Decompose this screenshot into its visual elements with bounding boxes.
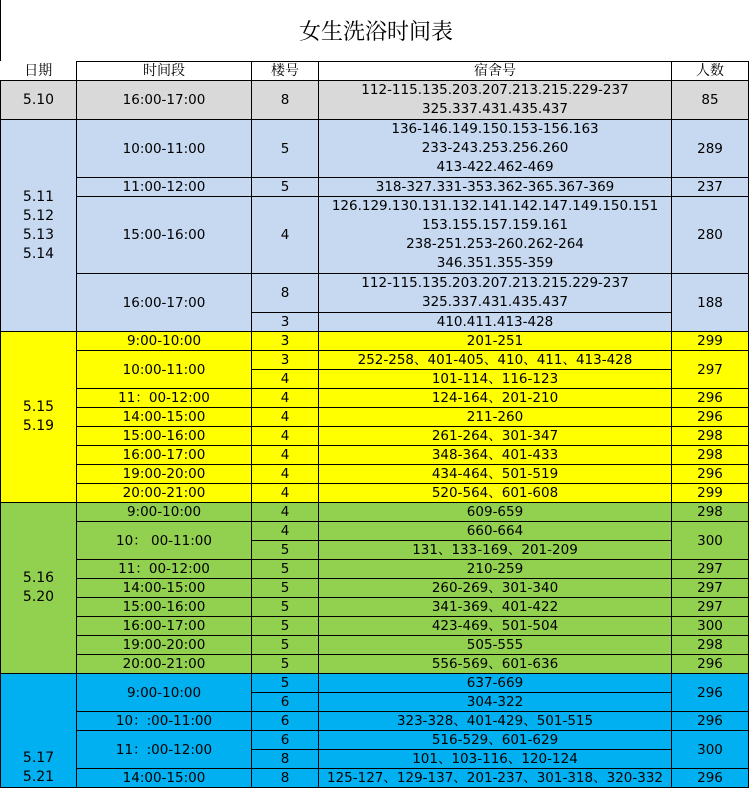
building-cell[interactable]: 6 (252, 712, 319, 731)
count-cell[interactable]: 298 (672, 636, 749, 655)
date-cell[interactable] (1, 81, 77, 120)
table-row (1, 598, 749, 617)
dorm-cell[interactable]: 211-260 (319, 408, 672, 427)
building-cell[interactable]: 4 (252, 408, 319, 427)
dorm-cell[interactable] (319, 81, 672, 120)
date-label: 5.10 (22, 91, 55, 108)
header-building[interactable]: 楼号 (252, 62, 319, 81)
table-row (1, 351, 749, 370)
table-row (1, 274, 749, 313)
time-cell[interactable]: 10:00-11:00 (77, 120, 252, 178)
time-cell[interactable]: 15:00-16:00 (77, 598, 252, 617)
count-cell[interactable]: 85 (672, 81, 749, 120)
time-cell[interactable]: 20:00-21:00 (77, 484, 252, 503)
dorm-cell[interactable]: 410.411.413-428 (319, 313, 672, 332)
count-cell[interactable]: 299 (672, 484, 749, 503)
dorm-cell[interactable]: 318-327.331-353.362-365.367-369 (319, 178, 672, 197)
date-label: 5.11 (22, 188, 55, 205)
dorm-cell[interactable]: 124-164、201-210 (319, 389, 672, 408)
dorm-cell[interactable]: 348-364、401-433 (319, 446, 672, 465)
time-cell[interactable]: 20:00-21:00 (77, 655, 252, 674)
count-cell[interactable]: 298 (672, 427, 749, 446)
dorm-cell[interactable]: 434-464、501-519 (319, 465, 672, 484)
dorm-cell[interactable]: 101、103-116、120-124 (319, 750, 672, 769)
date-label: 5.13 (22, 226, 55, 243)
building-cell[interactable]: 4 (252, 503, 319, 522)
building-cell[interactable]: 5 (252, 120, 319, 178)
dorm-cell[interactable]: 516-529、601-629 (319, 731, 672, 750)
building-cell[interactable]: 6 (252, 693, 319, 712)
table-row (1, 522, 749, 541)
building-cell[interactable]: 5 (252, 655, 319, 674)
dorm-cell[interactable]: 261-264、301-347 (319, 427, 672, 446)
dorm-cell[interactable]: 341-369、401-422 (319, 598, 672, 617)
date-cell[interactable] (1, 674, 77, 788)
time-cell[interactable]: 9:00-10:00 (77, 503, 252, 522)
dorm-cell[interactable]: 125-127、129-137、201-237、301-318、320-332 (319, 769, 672, 788)
table-row (1, 389, 749, 408)
count-cell[interactable]: 298 (672, 503, 749, 522)
time-cell[interactable]: 10： 00-11:00 (77, 522, 252, 560)
building-cell[interactable]: 5 (252, 579, 319, 598)
table-row (1, 617, 749, 636)
count-cell[interactable]: 300 (672, 731, 749, 769)
schedule-table (0, 61, 749, 788)
table-row (1, 674, 749, 693)
dorm-cell[interactable]: 304-322 (319, 693, 672, 712)
dorm-line: 238-251.253-260.262-264 (406, 236, 584, 252)
table-row (1, 120, 749, 178)
table-row (1, 446, 749, 465)
dorm-cell[interactable]: 260-269、301-340 (319, 579, 672, 598)
time-cell[interactable]: 14:00-15:00 (77, 579, 252, 598)
table-row (1, 197, 749, 274)
building-cell[interactable]: 5 (252, 541, 319, 560)
building-cell[interactable]: 4 (252, 465, 319, 484)
time-cell[interactable]: 11:00-12:00 (77, 178, 252, 197)
time-cell[interactable]: 15:00-16:00 (77, 427, 252, 446)
dorm-cell[interactable]: 131、133-169、201-209 (319, 541, 672, 560)
building-cell[interactable]: 6 (252, 731, 319, 750)
time-cell[interactable]: 19:00-20:00 (77, 465, 252, 484)
dorm-cell[interactable]: 520-564、601-608 (319, 484, 672, 503)
date-label: 5.12 (22, 207, 55, 224)
building-cell[interactable]: 5 (252, 674, 319, 693)
count-cell[interactable]: 296 (672, 465, 749, 484)
building-cell[interactable]: 5 (252, 636, 319, 655)
time-cell[interactable]: 16:00-17:00 (77, 446, 252, 465)
count-cell[interactable]: 296 (672, 655, 749, 674)
dorm-cell[interactable]: 323-328、401-429、501-515 (319, 712, 672, 731)
count-cell[interactable]: 188 (672, 274, 749, 332)
dorm-cell[interactable]: 252-258、401-405、410、411、413-428 (319, 351, 672, 370)
dorm-line: 112-115.135.203.207.213.215.229-237 (361, 82, 629, 98)
dorm-line: 413-422.462-469 (436, 159, 554, 175)
count-cell[interactable]: 297 (672, 351, 749, 389)
date-label: 5.21 (22, 769, 55, 785)
time-cell[interactable]: 14:00-15:00 (77, 769, 252, 788)
date-label: 5.19 (22, 418, 55, 434)
time-cell[interactable]: 9:00-10:00 (77, 674, 252, 712)
dorm-line: 325.337.431.435.437 (421, 101, 568, 117)
dorm-line: 126.129.130.131.132.141.142.147.149.150.151 (331, 198, 659, 214)
count-cell[interactable]: 280 (672, 197, 749, 274)
header-time[interactable]: 时间段 (77, 62, 252, 81)
table-row (1, 560, 749, 579)
time-cell[interactable]: 16:00-17:00 (77, 617, 252, 636)
dorm-line: 136-146.149.150.153-156.163 (391, 121, 599, 137)
building-cell[interactable]: 8 (252, 81, 319, 120)
building-cell[interactable]: 4 (252, 522, 319, 541)
count-cell[interactable]: 237 (672, 178, 749, 197)
building-cell[interactable]: 5 (252, 560, 319, 579)
building-cell[interactable]: 4 (252, 389, 319, 408)
count-cell[interactable]: 297 (672, 579, 749, 598)
count-cell[interactable]: 296 (672, 769, 749, 788)
count-cell[interactable]: 289 (672, 120, 749, 178)
dorm-cell[interactable]: 505-555 (319, 636, 672, 655)
building-cell[interactable]: 5 (252, 617, 319, 636)
dorm-line: 346.351.355-359 (436, 255, 554, 271)
time-cell[interactable]: 10:00-11:00 (77, 351, 252, 389)
time-cell[interactable]: 9:00-10:00 (77, 332, 252, 351)
date-cell[interactable] (1, 503, 77, 674)
header-date[interactable]: 日期 (1, 62, 77, 81)
count-cell[interactable]: 296 (672, 712, 749, 731)
time-cell[interactable]: 16:00-17:00 (77, 274, 252, 332)
table-row (1, 484, 749, 503)
dorm-cell[interactable]: 637-669 (319, 674, 672, 693)
count-cell[interactable]: 298 (672, 446, 749, 465)
building-cell[interactable]: 8 (252, 274, 319, 313)
table-row (1, 731, 749, 750)
dorm-cell[interactable]: 660-664 (319, 522, 672, 541)
dorm-cell[interactable]: 210-259 (319, 560, 672, 579)
count-cell[interactable]: 296 (672, 389, 749, 408)
time-cell[interactable]: 15:00-16:00 (77, 197, 252, 274)
building-cell[interactable]: 3 (252, 351, 319, 370)
count-cell[interactable]: 296 (672, 674, 749, 712)
dorm-cell[interactable] (319, 120, 672, 178)
building-cell[interactable]: 8 (252, 750, 319, 769)
count-cell[interactable]: 297 (672, 560, 749, 579)
building-cell[interactable]: 3 (252, 313, 319, 332)
dorm-line: 325.337.431.435.437 (421, 294, 568, 310)
table-row (1, 81, 749, 120)
time-cell[interactable]: 16:00-17:00 (77, 81, 252, 120)
dorm-cell[interactable] (319, 197, 672, 274)
count-cell[interactable]: 296 (672, 408, 749, 427)
count-cell[interactable]: 300 (672, 617, 749, 636)
dorm-cell[interactable]: 556-569、601-636 (319, 655, 672, 674)
table-row (1, 178, 749, 197)
building-cell[interactable]: 4 (252, 446, 319, 465)
header-count[interactable]: 人数 (672, 62, 749, 81)
date-cell[interactable] (1, 332, 77, 503)
dorm-cell[interactable]: 201-251 (319, 332, 672, 351)
table-row (1, 427, 749, 446)
date-cell[interactable] (1, 120, 77, 332)
table-row (1, 332, 749, 351)
time-cell[interactable]: 11：:00-12:00 (77, 731, 252, 769)
date-label: 5.15 (22, 399, 55, 415)
count-cell[interactable]: 297 (672, 598, 749, 617)
table-row (1, 503, 749, 522)
building-cell[interactable]: 4 (252, 197, 319, 274)
building-cell[interactable]: 5 (252, 178, 319, 197)
page-title: 女生洗浴时间表 (298, 20, 453, 45)
time-cell[interactable]: 11：00-12:00 (77, 560, 252, 579)
dorm-cell[interactable]: 101-114、116-123 (319, 370, 672, 389)
table-row (1, 636, 749, 655)
table-row (1, 712, 749, 731)
table-row (1, 465, 749, 484)
time-cell[interactable]: 14:00-15:00 (77, 408, 252, 427)
table-row (1, 579, 749, 598)
title-row (0, 0, 749, 61)
dorm-line: 112-115.135.203.207.213.215.229-237 (361, 275, 629, 291)
date-label: 5.17 (22, 750, 55, 766)
count-cell[interactable]: 299 (672, 332, 749, 351)
dorm-cell[interactable] (319, 274, 672, 313)
dorm-cell[interactable]: 609-659 (319, 503, 672, 522)
header-row (1, 62, 749, 81)
date-label: 5.14 (22, 245, 55, 262)
count-cell[interactable]: 300 (672, 522, 749, 560)
time-cell[interactable]: 11：00-12:00 (77, 389, 252, 408)
building-cell[interactable]: 3 (252, 332, 319, 351)
date-label: 5.16 (22, 570, 55, 586)
building-cell[interactable]: 8 (252, 769, 319, 788)
building-cell[interactable]: 4 (252, 484, 319, 503)
time-cell[interactable]: 19:00-20:00 (77, 636, 252, 655)
dorm-line: 153.155.157.159.161 (421, 217, 568, 233)
header-dorm[interactable]: 宿舍号 (319, 62, 672, 81)
dorm-cell[interactable]: 423-469、501-504 (319, 617, 672, 636)
time-cell[interactable]: 10：:00-11:00 (77, 712, 252, 731)
building-cell[interactable]: 4 (252, 427, 319, 446)
table-row (1, 408, 749, 427)
table-row (1, 655, 749, 674)
building-cell[interactable]: 5 (252, 598, 319, 617)
date-label: 5.20 (22, 589, 55, 605)
dorm-line: 233-243.253.256.260 (421, 140, 569, 156)
building-cell[interactable]: 4 (252, 370, 319, 389)
